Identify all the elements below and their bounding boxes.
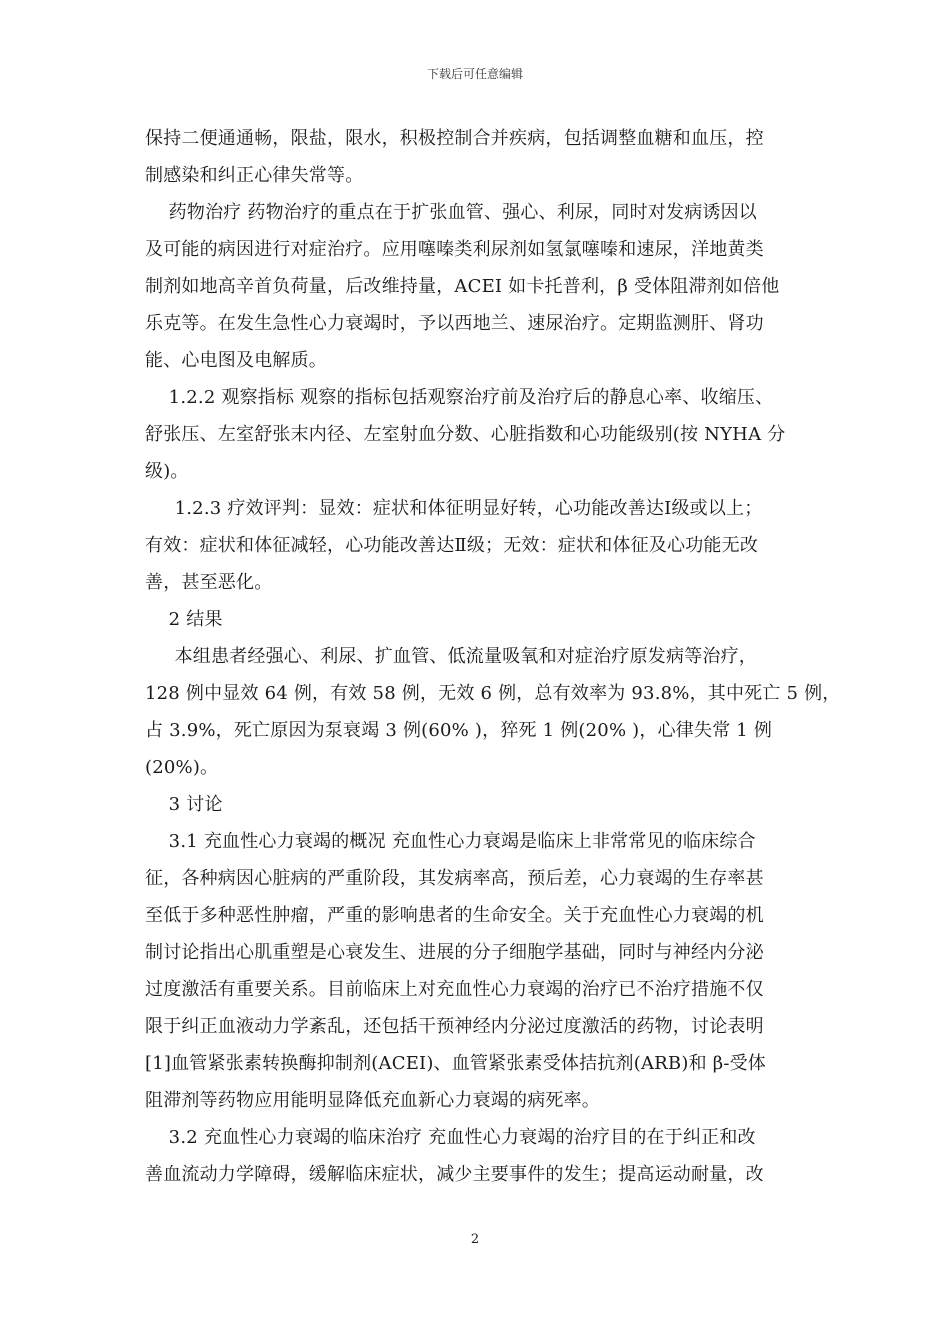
text-line: 制剂如地高辛首负荷量，后改维持量，ACEI 如卡托普利，β 受体阻滞剂如倍他 [145,276,780,297]
text-line: 有效：症状和体征减轻，心功能改善达Ⅱ级；无效：症状和体征及心功能无改 [145,535,759,556]
text-line: 制讨论指出心肌重塑是心衰发生、进展的分子细胞学基础，同时与神经内分泌 [145,942,764,963]
text-line: 128 例中显效 64 例，有效 58 例，无效 6 例，总有效率为 93.8%，其中死亡 5 例， [145,683,841,704]
text-line: 舒张压、左室舒张末内径、左室射血分数、心脏指数和心功能级别(按 NYHA 分 [145,424,786,445]
page-number: 2 [470,1232,480,1247]
text-line: 1.2.3 疗效评判：显效：症状和体征明显好转，心功能改善达Ⅰ级或以上； [145,498,763,519]
text-line: 药物治疗 药物治疗的重点在于扩张血管、强心、利尿，同时对发病诱因以 [145,202,758,223]
text-line: 占 3.9%，死亡原因为泵衰竭 3 例(60% )，猝死 1 例(20% )，心律失常 1 例 [145,720,773,741]
text-line: 至低于多种恶性肿瘤，严重的影响患者的生命安全。关于充血性心力衰竭的机 [145,905,764,926]
text-line: 制感染和纠正心律失常等。 [145,165,364,186]
text-line: 能、心电图及电解质。 [145,350,327,371]
text-line: 阻滞剂等药物应用能明显降低充血新心力衰竭的病死率。 [145,1090,600,1111]
text-line: 及可能的病因进行对症治疗。应用噻嗪类利尿剂如氢氯噻嗪和速尿，洋地黄类 [145,239,764,260]
text-line: 征，各种病因心脏病的严重阶段，其发病率高，预后差，心力衰竭的生存率甚 [145,868,764,889]
text-line: 过度激活有重要关系。目前临床上对充血性心力衰竭的治疗已不治疗措施不仅 [145,979,764,1000]
text-line: 2 结果 [145,609,223,630]
text-line: 级)。 [145,461,189,482]
text-line: 保持二便通通畅，限盐，限水，积极控制合并疾病，包括调整血糖和血压，控 [145,128,764,149]
text-line: 善血流动力学障碍，缓解临床症状，减少主要事件的发生；提高运动耐量，改 [145,1164,764,1185]
text-line: 限于纠正血液动力学紊乱，还包括干预神经内分泌过度激活的药物，讨论表明 [145,1016,764,1037]
text-line: 1.2.2 观察指标 观察的指标包括观察治疗前及治疗后的静息心率、收缩压、 [145,387,774,408]
text-line: 3 讨论 [145,794,223,815]
text-line: 乐克等。在发生急性心力衰竭时，予以西地兰、速尿治疗。定期监测肝、肾功 [145,313,764,334]
text-line: 3.1 充血性心力衰竭的概况 充血性心力衰竭是临床上非常常见的临床综合 [145,831,756,852]
text-line: 3.2 充血性心力衰竭的临床治疗 充血性心力衰竭的治疗目的在于纠正和改 [145,1127,756,1148]
text-line: (20%)。 [145,757,219,778]
text-line: 本组患者经强心、利尿、扩血管、低流量吸氧和对症治疗原发病等治疗， [145,646,758,667]
text-line: [1]血管紧张素转换酶抑制剂(ACEI)、血管紧张素受体拮抗剂(ARB)和 β-受体 [145,1053,766,1074]
text-line: 善，甚至恶化。 [145,572,273,593]
document-body [145,120,841,1193]
page-header: 下载后可任意编辑 [426,67,523,81]
